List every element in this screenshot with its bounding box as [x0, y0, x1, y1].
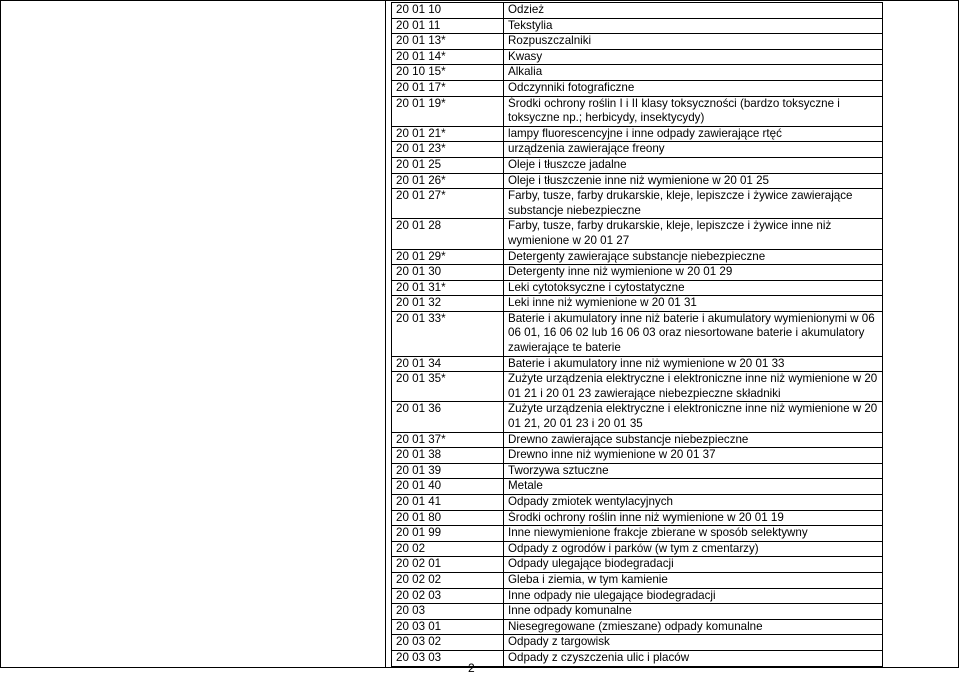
waste-description-cell: Inne odpady komunalne	[504, 604, 883, 620]
waste-code-cell: 20 01 17*	[392, 80, 504, 96]
waste-code-cell: 20 01 33*	[392, 311, 504, 356]
waste-code-cell: 20 01 29*	[392, 249, 504, 265]
table-row	[392, 356, 883, 372]
waste-description-cell: Detergenty zawierające substancje niebezpieczne	[504, 249, 883, 265]
table-row	[392, 604, 883, 620]
waste-code-cell: 20 03 02	[392, 635, 504, 651]
left-empty-column	[1, 1, 386, 668]
waste-description-cell: lampy fluorescencyjne i inne odpady zawierające rtęć	[504, 126, 883, 142]
waste-code-cell: 20 01 99	[392, 526, 504, 542]
waste-code-cell: 20 02 01	[392, 557, 504, 573]
waste-code-cell: 20 01 32	[392, 296, 504, 312]
table-row	[392, 619, 883, 635]
waste-code-cell: 20 01 34	[392, 356, 504, 372]
waste-code-cell: 20 02 03	[392, 588, 504, 604]
waste-code-cell: 20 01 26*	[392, 173, 504, 189]
table-row	[392, 142, 883, 158]
table-row	[392, 311, 883, 356]
table-row	[392, 219, 883, 249]
waste-description-cell: Odpady zmiotek wentylacyjnych	[504, 495, 883, 511]
waste-description-cell: Oleje i tłuszczenie inne niż wymienione w 20 01 25	[504, 173, 883, 189]
waste-code-cell: 20 01 11	[392, 18, 504, 34]
waste-code-cell: 20 03	[392, 604, 504, 620]
waste-description-cell: Leki cytotoksyczne i cytostatyczne	[504, 280, 883, 296]
waste-description-cell: Leki inne niż wymienione w 20 01 31	[504, 296, 883, 312]
table-row	[392, 557, 883, 573]
table-row	[392, 479, 883, 495]
waste-code-cell: 20 01 13*	[392, 34, 504, 50]
waste-code-cell: 20 02	[392, 541, 504, 557]
waste-codes-table	[391, 2, 883, 667]
waste-code-cell: 20 01 28	[392, 219, 504, 249]
table-row	[392, 49, 883, 65]
waste-code-cell: 20 01 39	[392, 463, 504, 479]
waste-code-cell: 20 01 80	[392, 510, 504, 526]
waste-description-cell: urządzenia zawierające freony	[504, 142, 883, 158]
waste-code-cell: 20 01 10	[392, 3, 504, 19]
table-row	[392, 296, 883, 312]
waste-description-cell: Drewno zawierające substancje niebezpieczne	[504, 432, 883, 448]
waste-codes-table-body	[392, 3, 883, 667]
page-number: 2	[468, 661, 475, 675]
waste-description-cell: Odpady z ogrodów i parków (w tym z cmentarzy)	[504, 541, 883, 557]
table-row	[392, 572, 883, 588]
waste-code-cell: 20 01 37*	[392, 432, 504, 448]
waste-description-cell: Tworzywa sztuczne	[504, 463, 883, 479]
waste-description-cell: Metale	[504, 479, 883, 495]
right-content-column	[386, 1, 959, 668]
table-row	[392, 526, 883, 542]
waste-description-cell: Tekstylia	[504, 18, 883, 34]
table-row	[392, 3, 883, 19]
waste-code-cell: 20 01 31*	[392, 280, 504, 296]
waste-description-cell: Baterie i akumulatory inne niż baterie i akumulatory wymienionymi w 06 06 01, 16 06 02 lub 16 06 03 oraz niesortowane baterie i akumulatory zawierające te baterie	[504, 311, 883, 356]
table-row	[392, 189, 883, 219]
table-row	[392, 126, 883, 142]
table-row	[392, 588, 883, 604]
waste-description-cell: Odpady z czyszczenia ulic i placów	[504, 650, 883, 666]
waste-description-cell: Kwasy	[504, 49, 883, 65]
waste-description-cell: Oleje i tłuszcze jadalne	[504, 157, 883, 173]
table-row	[392, 280, 883, 296]
table-row	[392, 265, 883, 281]
waste-description-cell: Odzież	[504, 3, 883, 19]
waste-description-cell: Zużyte urządzenia elektryczne i elektroniczne inne niż wymienione w 20 01 21, 20 01 23 i 20 01 35	[504, 402, 883, 432]
table-row	[392, 402, 883, 432]
table-row	[392, 34, 883, 50]
table-row	[392, 541, 883, 557]
table-row	[392, 650, 883, 666]
table-row	[392, 463, 883, 479]
waste-description-cell: Drewno inne niż wymienione w 20 01 37	[504, 448, 883, 464]
waste-description-cell: Zużyte urządzenia elektryczne i elektroniczne inne niż wymienione w 20 01 21 i 20 01 23 zawierające niebezpieczne składniki	[504, 372, 883, 402]
waste-description-cell: Farby, tusze, farby drukarskie, kleje, lepiszcze i żywice zawierające substancje niebezpieczne	[504, 189, 883, 219]
waste-description-cell: Detergenty inne niż wymienione w 20 01 29	[504, 265, 883, 281]
waste-description-cell: Środki ochrony roślin inne niż wymienione w 20 01 19	[504, 510, 883, 526]
table-row	[392, 372, 883, 402]
table-row	[392, 249, 883, 265]
waste-code-cell: 20 01 30	[392, 265, 504, 281]
waste-description-cell: Inne niewymienione frakcje zbierane w sposób selektywny	[504, 526, 883, 542]
waste-description-cell: Inne odpady nie ulegające biodegradacji	[504, 588, 883, 604]
table-row	[392, 432, 883, 448]
waste-code-cell: 20 01 27*	[392, 189, 504, 219]
waste-description-cell: Odpady z targowisk	[504, 635, 883, 651]
waste-code-cell: 20 01 19*	[392, 96, 504, 126]
waste-code-cell: 20 02 02	[392, 572, 504, 588]
waste-description-cell: Odczynniki fotograficzne	[504, 80, 883, 96]
waste-code-cell: 20 01 14*	[392, 49, 504, 65]
table-row	[392, 635, 883, 651]
table-row	[392, 495, 883, 511]
waste-code-cell: 20 01 21*	[392, 126, 504, 142]
table-row	[392, 510, 883, 526]
waste-code-cell: 20 03 01	[392, 619, 504, 635]
waste-description-cell: Rozpuszczalniki	[504, 34, 883, 50]
waste-description-cell: Odpady ulegające biodegradacji	[504, 557, 883, 573]
waste-description-cell: Baterie i akumulatory inne niż wymienione w 20 01 33	[504, 356, 883, 372]
waste-code-cell: 20 01 40	[392, 479, 504, 495]
waste-code-cell: 20 01 23*	[392, 142, 504, 158]
waste-code-cell: 20 01 41	[392, 495, 504, 511]
table-row	[392, 448, 883, 464]
table-row	[392, 96, 883, 126]
waste-description-cell: Farby, tusze, farby drukarskie, kleje, lepiszcze i żywice inne niż wymienione w 20 01 27	[504, 219, 883, 249]
waste-description-cell: Środki ochrony roślin I i II klasy toksyczności (bardzo toksyczne i toksyczne np.; herbicydy, insektycydy)	[504, 96, 883, 126]
table-row	[392, 65, 883, 81]
table-row	[392, 80, 883, 96]
waste-code-cell: 20 01 25	[392, 157, 504, 173]
waste-description-cell: Gleba i ziemia, w tym kamienie	[504, 572, 883, 588]
waste-code-cell: 20 01 36	[392, 402, 504, 432]
table-row	[392, 173, 883, 189]
waste-code-cell: 20 01 38	[392, 448, 504, 464]
waste-code-cell: 20 03 03	[392, 650, 504, 666]
waste-description-cell: Alkalia	[504, 65, 883, 81]
table-row	[392, 157, 883, 173]
waste-code-cell: 20 01 35*	[392, 372, 504, 402]
waste-code-cell: 20 10 15*	[392, 65, 504, 81]
waste-description-cell: Niesegregowane (zmieszane) odpady komunalne	[504, 619, 883, 635]
table-row	[392, 18, 883, 34]
